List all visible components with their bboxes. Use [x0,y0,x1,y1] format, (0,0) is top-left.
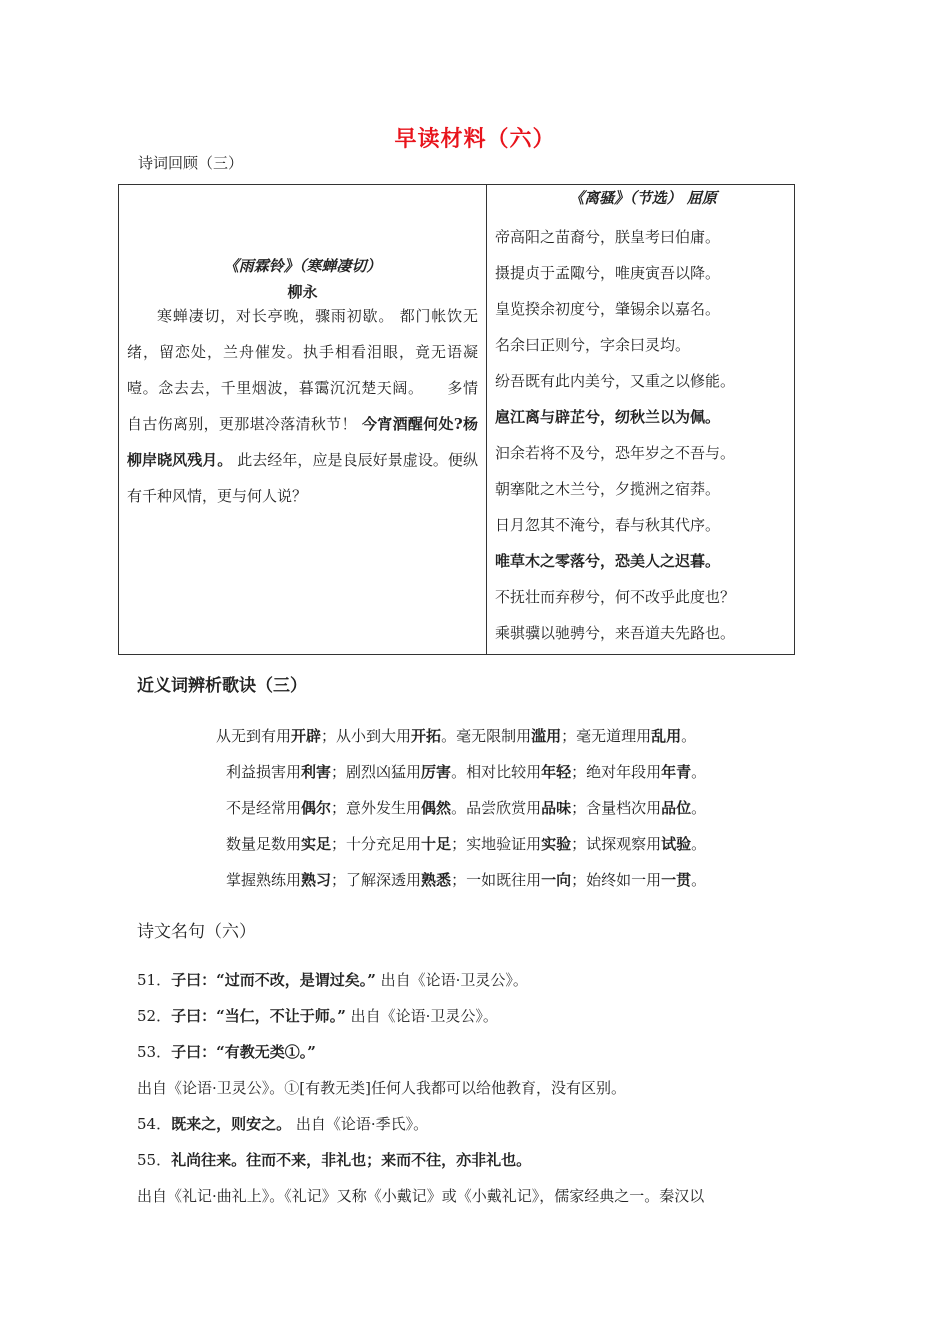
poem-line: 汩余若将不及兮，恐年岁之不吾与。 [495,444,736,462]
keyword: 试验 [661,835,692,853]
quote-line [137,1149,531,1170]
poem-line: 日月忽其不淹兮，春与秋其代序。 [495,516,721,534]
poem-line: 摄提贞于孟陬兮，唯庚寅吾以降。 [495,264,721,282]
keyword: 开拓 [411,727,442,745]
quote-text: 子曰：“过而不改，是谓过矣。” [171,971,376,989]
poem-author: 柳永 [287,283,318,301]
mnemonic-text: 。 [691,835,707,853]
quote-number: 51． [137,971,172,989]
mnemonic-text: 。相对比较用 [451,763,542,781]
mnemonic-text: ；毫无道理用 [561,727,652,745]
synonym-mnemonic [0,718,950,898]
keyword: 一贯 [661,871,692,889]
mnemonic-text: 从无到有用 [216,727,292,745]
section-label-poetry-review: 诗词回顾（三） [138,154,244,172]
mnemonic-line [0,754,950,790]
keyword: 偶尔 [301,799,332,817]
mnemonic-text: ；一如既往用 [451,871,542,889]
quote-line [137,969,528,990]
mnemonic-text: 不是经常用 [226,799,302,817]
poem-famous-line: 今宵酒醒何处?杨柳岸晓风残月。 [127,415,478,469]
poem-line: 唯草木之零落兮，恐美人之迟暮。 [495,552,721,570]
mnemonic-text: 。 [681,727,697,745]
quote-line [137,1077,626,1098]
quote-text: 子曰：“当仁，不让于师。” [171,1007,346,1025]
quote-text: 子曰：“有教无类①。” [171,1043,316,1061]
poem-line: 不抚壮而弃秽兮，何不改乎此度也？ [495,588,736,606]
keyword: 年轻 [541,763,572,781]
keyword: 十足 [421,835,452,853]
mnemonic-text: ；意外发生用 [331,799,422,817]
keyword: 滥用 [531,727,562,745]
keyword: 乱用 [651,727,682,745]
keyword: 厉害 [421,763,452,781]
mnemonic-text: 。 [691,871,707,889]
keyword: 实验 [541,835,572,853]
poem-line: 帝高阳之苗裔兮，朕皇考曰伯庸。 [495,228,721,246]
poem-text: 寒蝉凄切，对长亭晚，骤雨初歇。 都门帐饮无绪，留恋处，兰舟催发。执手相看泪眼，竟无语凝噎。念去去，千里烟波，暮霭沉沉楚天阔。 多情自古伤离别，更那堪冷落清秋节！ [127,307,478,433]
section-heading-quotes: 诗文名句（六） [137,922,256,942]
quote-source: 出自《礼记·曲礼上》。《礼记》又称《小戴记》或《小戴礼记》，儒家经典之一。秦汉以 [137,1187,705,1205]
mnemonic-text: 掌握熟练用 [226,871,302,889]
mnemonic-text: ；始终如一用 [571,871,662,889]
quote-line [137,1005,498,1026]
quote-source: 出自《论语·卫灵公》。 [345,1007,498,1025]
quote-text: 礼尚往来。往而不来，非礼也；来而不往，亦非礼也。 [171,1151,532,1169]
poem-title: 《离骚》（节选） 屈原 [569,189,717,207]
keyword: 年青 [661,763,692,781]
section-heading-synonyms: 近义词辨析歌诀（三） [137,676,307,696]
mnemonic-text: ；从小到大用 [321,727,412,745]
quote-source: 出自《论语·季氏》。 [291,1115,429,1133]
mnemonic-line [0,790,950,826]
poem-cell-yulinling [127,185,478,654]
keyword: 一向 [541,871,572,889]
mnemonic-text: ；绝对年段用 [571,763,662,781]
poem-line: 纷吾既有此内美兮，又重之以修能。 [495,372,736,390]
poem-line: 名余曰正则兮，字余曰灵均。 [495,336,691,354]
mnemonic-text: ；剧烈凶猛用 [331,763,422,781]
keyword: 熟习 [301,871,332,889]
quote-source: 出自《论语·卫灵公》。 [375,971,528,989]
mnemonic-text: ；含量档次用 [571,799,662,817]
poem-line: 扈江离与辟芷兮，纫秋兰以为佩。 [495,408,721,426]
keyword: 品位 [661,799,692,817]
table-divider [486,185,487,654]
mnemonic-text: ；了解深透用 [331,871,422,889]
mnemonic-line [0,718,950,754]
keyword: 偶然 [421,799,452,817]
quote-text: 既来之，则安之。 [171,1115,292,1133]
mnemonic-line [0,826,950,862]
quote-line [137,1185,704,1206]
quote-number: 52． [137,1007,172,1025]
keyword: 开辟 [291,727,322,745]
quote-line [137,1113,428,1134]
poem-line: 乘骐骥以驰骋兮，来吾道夫先路也。 [495,624,736,642]
poem-body [127,298,478,514]
quote-line [137,1041,316,1062]
quote-number: 55． [137,1151,172,1169]
mnemonic-text: ；实地验证用 [451,835,542,853]
poem-table [118,184,795,655]
poem-lines [495,219,791,651]
mnemonic-text: 数量足数用 [226,835,302,853]
document-title: 早读材料（六） [394,127,556,152]
mnemonic-line [0,862,950,898]
poem-title: 《雨霖铃》（寒蝉凄切） [223,257,382,275]
mnemonic-text: 。品尝欣赏用 [451,799,542,817]
keyword: 熟悉 [421,871,452,889]
mnemonic-text: ；试探观察用 [571,835,662,853]
mnemonic-text: 。 [691,763,707,781]
poem-text: 此去经年，应是良辰好景虚设。便纵有千种风情，更与何人说？ [127,451,478,505]
poem-cell-lisao [495,185,791,654]
keyword: 品味 [541,799,572,817]
mnemonic-text: 。 [691,799,707,817]
quote-source: 出自《论语·卫灵公》。①[有教无类]任何人我都可以给他教育，没有区别。 [137,1079,626,1097]
keyword: 利害 [301,763,332,781]
mnemonic-text: 。毫无限制用 [441,727,532,745]
quote-number: 53． [137,1043,172,1061]
mnemonic-text: ；十分充足用 [331,835,422,853]
mnemonic-text: 利益损害用 [226,763,302,781]
poem-line: 皇览揆余初度兮，肇锡余以嘉名。 [495,300,721,318]
poem-line: 朝搴阰之木兰兮，夕揽洲之宿莽。 [495,480,721,498]
quote-number: 54． [137,1115,172,1133]
keyword: 实足 [301,835,332,853]
